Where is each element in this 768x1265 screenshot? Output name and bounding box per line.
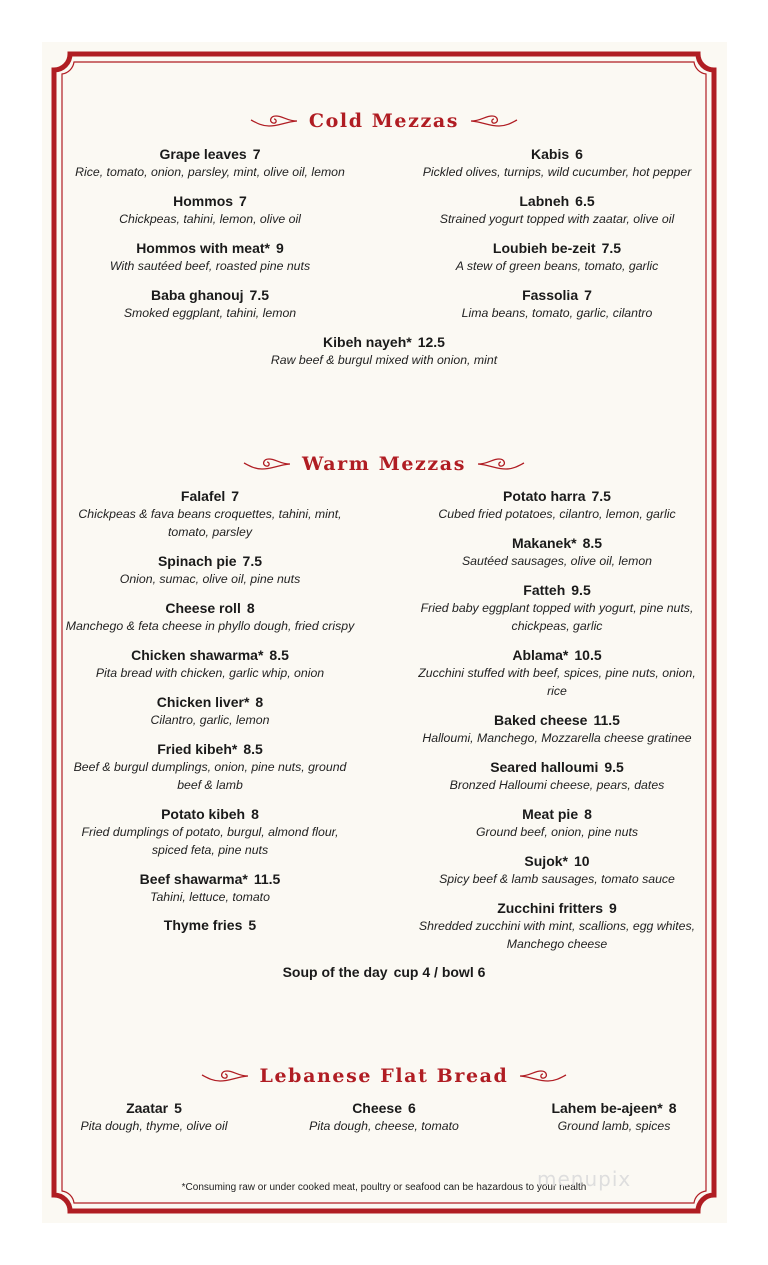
item-description: rice (547, 684, 567, 698)
left-swirl-ornament (242, 456, 292, 472)
item-title: Hommos with meat* (136, 240, 270, 256)
menu-item (387, 805, 727, 841)
cold-mezzas-title: Cold Mezzas (308, 110, 460, 132)
item-title: Potato harra (503, 488, 586, 504)
item-price: 8 (251, 806, 259, 822)
item-title: Zucchini fritters (497, 900, 603, 916)
item-price: 9.5 (571, 582, 591, 598)
item-price: 7.5 (591, 488, 611, 504)
item-name (40, 693, 380, 711)
item-price: 8 (246, 600, 255, 616)
item-name (499, 1099, 729, 1117)
item-price: 7 (231, 488, 240, 504)
item-title: Ablama* (512, 647, 569, 663)
item-title: Fatteh (523, 582, 566, 598)
item-description: Ground lamb, spices (557, 1119, 671, 1133)
menu-item (387, 711, 727, 747)
item-name (40, 552, 380, 570)
warm-mezzas-title: Warm Mezzas (301, 453, 467, 475)
item-description: Sautéed sausages, olive oil, lemon (461, 554, 653, 568)
item-title: Chicken shawarma* (131, 647, 264, 663)
menu-item (40, 145, 380, 181)
menu-item (499, 1099, 729, 1135)
item-title: Kibeh nayeh* (323, 334, 412, 350)
item-name (40, 239, 380, 257)
item-name (214, 333, 554, 351)
menu-item (40, 693, 380, 729)
item-name (387, 239, 727, 257)
item-name (40, 805, 380, 823)
item-price: 8.5 (582, 535, 603, 551)
item-description: Strained yogurt topped with zaatar, olive oil (439, 212, 675, 226)
item-description: Manchego & feta cheese in phyllo dough, fried crispy (65, 619, 355, 633)
menu-item (40, 805, 380, 859)
menu-item (387, 852, 727, 888)
item-name (39, 1099, 269, 1117)
item-price: 5 (174, 1100, 182, 1116)
item-title: Beef shawarma* (139, 871, 248, 887)
menu-item (40, 740, 380, 794)
item-title: Seared halloumi (490, 759, 599, 775)
item-title: Hommos (173, 193, 234, 209)
item-description: Onion, sumac, olive oil, pine nuts (119, 572, 301, 586)
right-swirl-ornament (518, 1068, 568, 1084)
item-title: Makanek* (511, 535, 577, 551)
item-title: Soup of the day (282, 964, 388, 980)
item-name (40, 487, 380, 505)
health-footnote: *Consuming raw or under cooked meat, poultry or seafood can be hazardous to your health (181, 1182, 587, 1193)
item-name (387, 852, 727, 870)
item-description: Chickpeas, tahini, lemon, olive oil (119, 212, 301, 226)
cold-mezzas-heading (0, 110, 768, 134)
item-price: 6.5 (575, 193, 595, 209)
item-title: Meat pie (522, 806, 579, 822)
menu-item (387, 581, 727, 635)
item-description: Halloumi, Manchego, Mozzarella cheese gratinee (422, 731, 692, 745)
item-price: 8 (255, 694, 264, 710)
item-description: beef & lamb (177, 778, 243, 792)
item-price: 10 (574, 853, 590, 869)
item-description: Fried baby eggplant topped with yogurt, pine nuts, (420, 601, 694, 615)
menu-item (40, 487, 380, 541)
menu-item (387, 286, 727, 322)
item-title: Sujok* (524, 853, 568, 869)
right-swirl-ornament (469, 113, 519, 129)
menu-item (387, 899, 727, 953)
item-name (40, 599, 380, 617)
item-title: Fassolia (522, 287, 579, 303)
item-title: Grape leaves (159, 146, 247, 162)
item-description: Ground beef, onion, pine nuts (475, 825, 639, 839)
item-price: 6 (575, 146, 583, 162)
item-title: Thyme fries (163, 917, 243, 933)
item-price: cup 4 / bowl 6 (393, 964, 486, 980)
item-name (214, 963, 554, 981)
item-title: Kabis (531, 146, 570, 162)
menu-item (387, 145, 727, 181)
item-description: tomato, parsley (167, 525, 253, 539)
item-description: Beef & burgul dumplings, onion, pine nuts, ground (73, 760, 347, 774)
item-name (40, 192, 380, 210)
left-swirl-ornament (200, 1068, 250, 1084)
item-price: 9 (276, 240, 284, 256)
item-title: Fried kibeh* (157, 741, 238, 757)
warm-mezzas-heading (0, 453, 768, 477)
menu-item (387, 534, 727, 570)
item-description: Lima beans, tomato, garlic, cilantro (461, 306, 653, 320)
item-price: 7 (252, 146, 261, 162)
menu-item (387, 239, 727, 275)
item-title: Labneh (519, 193, 570, 209)
menu-item (387, 192, 727, 228)
item-title: Cheese (352, 1100, 402, 1116)
item-price: 8.5 (243, 741, 263, 757)
item-description: Pita bread with chicken, garlic whip, onion (95, 666, 325, 680)
item-title: Baked cheese (494, 712, 588, 728)
item-price: 8.5 (269, 647, 289, 663)
item-price: 11.5 (593, 712, 620, 728)
item-price: 7.5 (601, 240, 622, 256)
menu-item (40, 870, 380, 906)
menu-item (40, 286, 380, 322)
menu-item (387, 487, 727, 523)
item-title: Potato kibeh (161, 806, 246, 822)
item-description: Cilantro, garlic, lemon (150, 713, 270, 727)
item-price: 7 (584, 287, 592, 303)
item-price: 11.5 (253, 871, 281, 887)
item-description: Tahini, lettuce, tomato (150, 890, 270, 904)
item-description: chickpeas, garlic (511, 619, 603, 633)
menu-item (387, 646, 727, 700)
item-description: spiced feta, pine nuts (151, 843, 269, 857)
flatbread-title: Lebanese Flat Bread (259, 1065, 509, 1087)
item-title: Spinach pie (157, 553, 237, 569)
item-description: Bronzed Halloumi cheese, pears, dates (449, 778, 665, 792)
item-description: With sautéed beef, roasted pine nuts (109, 259, 311, 273)
item-title: Lahem be-ajeen* (551, 1100, 663, 1116)
item-description: Shredded zucchini with mint, scallions, egg whites, (418, 919, 696, 933)
menu-item (269, 1099, 499, 1135)
item-title: Baba ghanouj (150, 287, 244, 303)
item-price: 12.5 (417, 334, 445, 350)
item-price: 10.5 (574, 647, 602, 663)
item-description: Pita dough, cheese, tomato (309, 1119, 459, 1133)
item-name (387, 286, 727, 304)
item-description: Cubed fried potatoes, cilantro, lemon, garlic (438, 507, 676, 521)
item-title: Loubieh be-zeit (492, 240, 596, 256)
item-name (387, 145, 727, 163)
menu-item (40, 239, 380, 275)
item-price: 7.5 (249, 287, 270, 303)
right-swirl-ornament (476, 456, 526, 472)
item-name (40, 870, 380, 888)
menu-item (39, 1099, 269, 1135)
item-price: 8 (668, 1100, 677, 1116)
item-description: Spicy beef & lamb sausages, tomato sauce (439, 872, 675, 886)
item-name (387, 805, 727, 823)
item-description: A stew of green beans, tomato, garlic (455, 259, 659, 273)
item-description: Smoked eggplant, tahini, lemon (123, 306, 297, 320)
item-description: Pita dough, thyme, olive oil (80, 1119, 228, 1133)
menu-item (387, 758, 727, 794)
item-title: Zaatar (126, 1100, 169, 1116)
item-name (387, 899, 727, 917)
item-description: Zucchini stuffed with beef, spices, pine nuts, onion, (418, 666, 696, 680)
item-name (387, 646, 727, 664)
menu-item (40, 599, 380, 635)
item-description: Raw beef & burgul mixed with onion, mint (270, 353, 498, 367)
item-description: Pickled olives, turnips, wild cucumber, hot pepper (422, 165, 692, 179)
flatbread-heading (0, 1065, 768, 1089)
item-name (269, 1099, 499, 1117)
item-price: 5 (248, 917, 257, 933)
item-name (40, 646, 380, 664)
watermark: menupix (537, 1167, 632, 1191)
menu-item (40, 916, 380, 934)
soup-of-the-day (214, 963, 554, 981)
item-name (40, 916, 380, 934)
item-description: Manchego cheese (506, 937, 608, 951)
item-price: 8 (584, 806, 592, 822)
item-name (387, 534, 727, 552)
item-name (387, 711, 727, 729)
left-swirl-ornament (249, 113, 299, 129)
item-name (387, 581, 727, 599)
item-title: Cheese roll (165, 600, 241, 616)
item-name (40, 145, 380, 163)
item-price: 9 (609, 900, 617, 916)
item-price: 7 (239, 193, 247, 209)
item-price: 7.5 (242, 553, 263, 569)
item-description: Chickpeas & fava beans croquettes, tahini, mint, (78, 507, 342, 521)
item-price: 6 (408, 1100, 416, 1116)
item-title: Falafel (180, 488, 226, 504)
item-price: 9.5 (604, 759, 624, 775)
menu-item (40, 552, 380, 588)
item-name (40, 740, 380, 758)
item-description: Fried dumplings of potato, burgul, almond flour, (81, 825, 339, 839)
menu-item (214, 333, 554, 369)
item-name (387, 192, 727, 210)
item-name (40, 286, 380, 304)
item-name (387, 758, 727, 776)
item-description: Rice, tomato, onion, parsley, mint, olive oil, lemon (75, 165, 345, 179)
menu-item (40, 646, 380, 682)
item-name (387, 487, 727, 505)
menu-item (40, 192, 380, 228)
item-title: Chicken liver* (156, 694, 250, 710)
